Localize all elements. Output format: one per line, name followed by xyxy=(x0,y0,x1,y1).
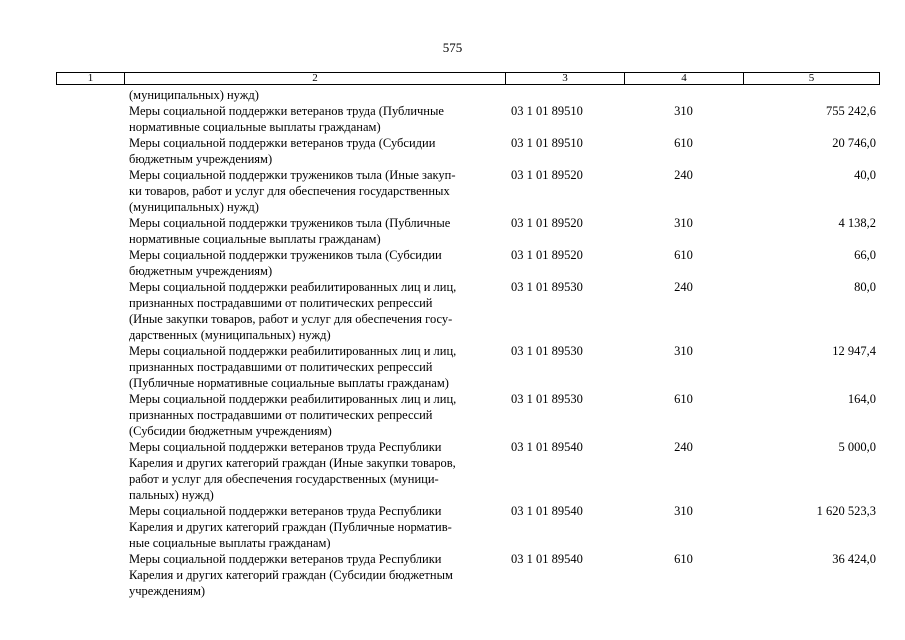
row-name: Меры социальной поддержки ветеранов труда Республики Карелия и других категорий граждан (Субсидии бюджетным учреждениям) xyxy=(129,552,453,598)
row-code: 03 1 01 89510 xyxy=(511,104,583,118)
column-header-5: 5 xyxy=(808,72,815,84)
row-name: Меры социальной поддержки тружеников тыла (Субсидии бюджетным учреждениям) xyxy=(129,248,442,278)
row-name: Меры социальной поддержки ветеранов труда Республики Карелия и других категорий граждан (Публичные норматив- ные социальные выплаты гражданам) xyxy=(129,504,452,550)
row-code: 03 1 01 89520 xyxy=(511,248,583,262)
table-row xyxy=(56,103,880,135)
table-row xyxy=(56,391,880,439)
row-code: 03 1 01 89510 xyxy=(511,136,583,150)
row-type: 610 xyxy=(674,136,693,150)
row-type: 240 xyxy=(674,440,693,454)
row-name: Меры социальной поддержки реабилитированных лиц и лиц, признанных пострадавшими от политических репрессий (Субсидии бюджетным учреждениям) xyxy=(129,392,457,438)
row-code: 03 1 01 89530 xyxy=(511,392,583,406)
row-amount: 5 000,0 xyxy=(838,440,876,454)
row-type xyxy=(624,87,743,103)
row-amount: 4 138,2 xyxy=(838,216,876,230)
row-type: 240 xyxy=(674,280,693,294)
row-code: 03 1 01 89540 xyxy=(511,440,583,454)
row-name: Меры социальной поддержки ветеранов труда (Публичные нормативные социальные выплаты гражданам) xyxy=(129,104,444,134)
column-header-4: 4 xyxy=(625,73,744,84)
row-amount: 12 947,4 xyxy=(832,344,876,358)
row-type: 310 xyxy=(674,504,693,518)
table-row xyxy=(56,215,880,247)
row-amount: 36 424,0 xyxy=(832,552,876,566)
row-name: Меры социальной поддержки реабилитированных лиц и лиц, признанных пострадавшими от политических репрессий (Публичные нормативные социальные выплаты гражданам) xyxy=(129,344,457,390)
row-type: 610 xyxy=(674,248,693,262)
table-row xyxy=(56,551,880,599)
row-type: 310 xyxy=(674,344,693,358)
table-row xyxy=(56,279,880,343)
column-header-3: 3 xyxy=(506,73,625,84)
row-code: 03 1 01 89540 xyxy=(511,504,583,518)
column-header-2: 2 xyxy=(125,73,506,84)
table-row xyxy=(56,503,880,551)
row-type: 610 xyxy=(674,552,693,566)
row-name: Меры социальной поддержки тружеников тыла (Публичные нормативные социальные выплаты гражданам) xyxy=(129,216,451,246)
row-amount: 164,0 xyxy=(847,392,876,406)
column-header-1: 1 xyxy=(57,73,125,84)
row-code: 03 1 01 89540 xyxy=(511,552,583,566)
row-code: 03 1 01 89520 xyxy=(511,216,583,230)
row-amount xyxy=(743,87,880,103)
row-amount: 80,0 xyxy=(854,280,876,294)
row-name: Меры социальной поддержки ветеранов труда (Субсидии бюджетным учреждениям) xyxy=(129,136,436,166)
row-amount: 755 242,6 xyxy=(826,104,876,118)
row-type: 310 xyxy=(674,216,693,230)
row-type: 310 xyxy=(674,104,693,118)
table-body xyxy=(56,87,880,599)
row-code xyxy=(505,87,624,103)
table-header xyxy=(56,72,880,85)
row-code: 03 1 01 89520 xyxy=(511,168,583,182)
row-type: 240 xyxy=(674,168,693,182)
page-number: 575 xyxy=(442,40,463,55)
table-row xyxy=(56,87,880,103)
row-code: 03 1 01 89530 xyxy=(511,280,583,294)
row-name: Меры социальной поддержки реабилитированных лиц и лиц, признанных пострадавшими от политических репрессий (Иные закупки товаров, работ и услуг для обеспечения госу- дарственных (муниципальных) нужд) xyxy=(129,280,457,342)
row-type: 610 xyxy=(674,392,693,406)
row-name: Меры социальной поддержки тружеников тыла (Иные закуп- ки товаров, работ и услуг для обеспечения государственных (муниципальных) нужд) xyxy=(129,168,456,214)
table-row xyxy=(56,343,880,391)
row-name: (муниципальных) нужд) xyxy=(129,88,259,102)
row-amount: 40,0 xyxy=(854,168,876,182)
table-row xyxy=(56,167,880,215)
table-row xyxy=(56,439,880,503)
row-amount: 66,0 xyxy=(854,248,876,262)
row-amount: 1 620 523,3 xyxy=(816,504,876,518)
row-name: Меры социальной поддержки ветеранов труда Республики Карелия и других категорий граждан (Иные закупки товаров, работ и услуг для обеспечения государственных (муници- пальных) нужд) xyxy=(129,440,456,502)
table-row xyxy=(56,247,880,279)
table-row xyxy=(56,135,880,167)
row-code: 03 1 01 89530 xyxy=(511,344,583,358)
row-amount: 20 746,0 xyxy=(832,136,876,150)
